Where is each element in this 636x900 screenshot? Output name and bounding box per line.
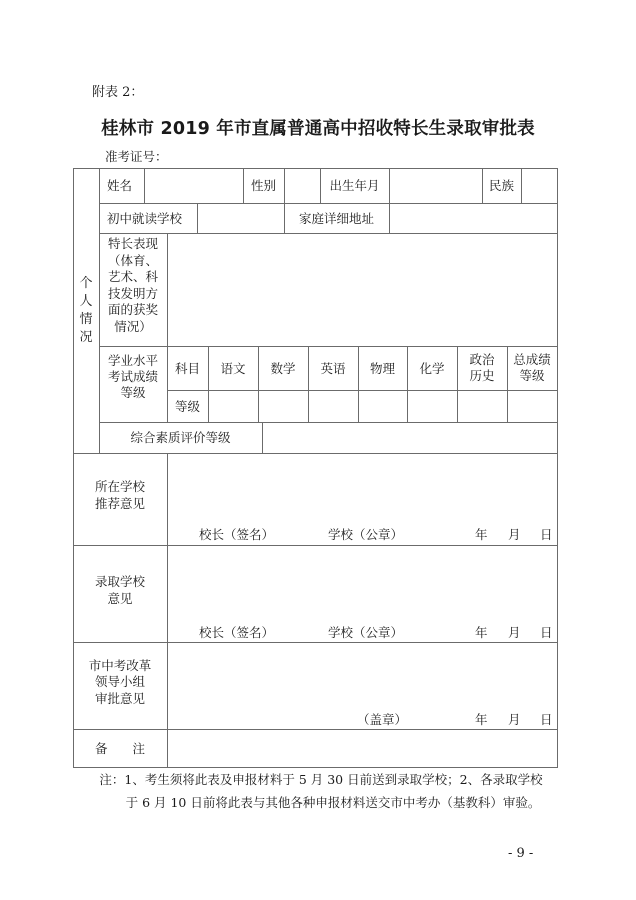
address-label: 家庭详细地址 <box>298 210 374 226</box>
grade-field-physics[interactable] <box>358 390 407 422</box>
label-line: 所在学校 <box>94 479 145 494</box>
ethnicity-label: 民族 <box>488 178 514 193</box>
month-label: 月 <box>508 527 521 542</box>
subject-line: 历史 <box>469 368 495 383</box>
page-title: 桂林市 2019 年市直属普通高中招收特长生录取审批表 <box>101 119 535 139</box>
grade-field-total[interactable] <box>507 390 557 422</box>
label-line: 艺术、科 <box>107 269 158 284</box>
junior-school-label: 初中就读学校 <box>107 210 183 226</box>
subject-math <box>258 346 308 390</box>
grade-field-math[interactable] <box>258 390 308 422</box>
month-label: 月 <box>508 625 521 640</box>
grade-header: 等级 <box>174 398 200 414</box>
label-line: 特长表现 <box>107 236 158 251</box>
approval-opinion-label <box>73 642 167 729</box>
principal-signature-label: 校长（签名） <box>199 527 275 542</box>
table-border-right <box>557 168 558 768</box>
birth-field[interactable] <box>389 168 482 203</box>
label-char: 况 <box>79 329 93 345</box>
subject-chinese <box>208 346 258 390</box>
school-seal-label: 学校（公章） <box>328 625 404 640</box>
label-line: 意见 <box>107 590 133 606</box>
subject-line: 物理 <box>369 360 395 376</box>
day-label: 日 <box>540 712 553 727</box>
label-line: 录取学校 <box>94 573 145 589</box>
grade-field-chinese[interactable] <box>208 390 258 422</box>
talent-label <box>99 236 167 335</box>
year-label: 年 <box>475 527 488 542</box>
label-char: 人 <box>79 293 93 309</box>
subject-physics <box>358 346 407 390</box>
junior-school-field[interactable] <box>197 203 284 233</box>
label-line: 学业水平 <box>107 353 158 368</box>
table-border-bottom <box>73 767 558 768</box>
comprehensive-label: 综合素质评价等级 <box>130 430 231 445</box>
subject-line: 英语 <box>320 360 346 376</box>
subject-english <box>308 346 358 390</box>
subject-line: 政治 <box>469 352 495 367</box>
label-line: 情况） <box>114 318 152 334</box>
grade-field-english[interactable] <box>308 390 358 422</box>
gender-field[interactable] <box>284 168 320 203</box>
note-line-1: 注：1、考生须将此表及申报材料于 5 月 30 日前送到录取学校；2、各录取学校 <box>99 772 543 787</box>
school-seal-label: 学校（公章） <box>328 527 404 542</box>
admission-opinion-label <box>73 545 167 642</box>
personal-section-label <box>73 168 99 453</box>
comprehensive-field[interactable] <box>262 422 557 453</box>
name-label: 姓名 <box>107 178 133 193</box>
label-line: 考试成绩 <box>107 369 158 384</box>
name-field[interactable] <box>144 168 243 203</box>
label-line: 推荐意见 <box>94 496 145 511</box>
year-label: 年 <box>475 625 488 640</box>
subject-total-grade <box>507 346 557 390</box>
label-line: 技发明方 <box>107 285 158 301</box>
seal-label: （盖章） <box>357 712 408 727</box>
ethnicity-field[interactable] <box>521 168 557 203</box>
day-label: 日 <box>540 527 553 542</box>
recommend-opinion-label <box>73 453 167 545</box>
label-line: 等级 <box>120 385 146 400</box>
subject-line: 总成绩 <box>513 352 551 367</box>
grade-field-chemistry[interactable] <box>407 390 457 422</box>
address-field[interactable] <box>389 203 557 233</box>
subject-line: 等级 <box>519 368 545 383</box>
gender-label: 性别 <box>250 178 276 193</box>
subject-line: 化学 <box>419 360 445 376</box>
birth-label: 出生年月 <box>329 178 380 193</box>
label-char: 个 <box>79 275 93 291</box>
talent-field[interactable] <box>167 233 557 346</box>
remarks-label: 备 注 <box>94 740 145 756</box>
subject-line: 语文 <box>220 360 246 376</box>
day-label: 日 <box>540 625 553 640</box>
label-line: 审批意见 <box>94 690 145 706</box>
subject-header: 科目 <box>174 360 200 376</box>
subject-chemistry <box>407 346 457 390</box>
label-char: 情 <box>79 311 93 327</box>
page-number: - 9 - <box>508 846 534 861</box>
academic-label <box>99 353 167 401</box>
attachment-label: 附表 2： <box>92 85 144 100</box>
label-line: 市中考改革 <box>88 657 152 673</box>
principal-signature-label: 校长（签名） <box>199 625 275 640</box>
month-label: 月 <box>508 712 521 727</box>
remarks-field[interactable] <box>167 729 557 767</box>
subject-line: 数学 <box>270 360 296 376</box>
exam-number-label: 准考证号： <box>105 149 168 164</box>
subject-politics-history <box>457 346 507 390</box>
label-line: （体育、 <box>107 252 158 268</box>
grade-field-politics-history[interactable] <box>457 390 507 422</box>
year-label: 年 <box>475 712 488 727</box>
label-line: 面的获奖 <box>107 302 158 317</box>
note-line-2: 于 6 月 10 日前将此表与其他各种申报材料送交市中考办（基教科）审验。 <box>125 795 541 810</box>
label-line: 领导小组 <box>94 674 145 690</box>
